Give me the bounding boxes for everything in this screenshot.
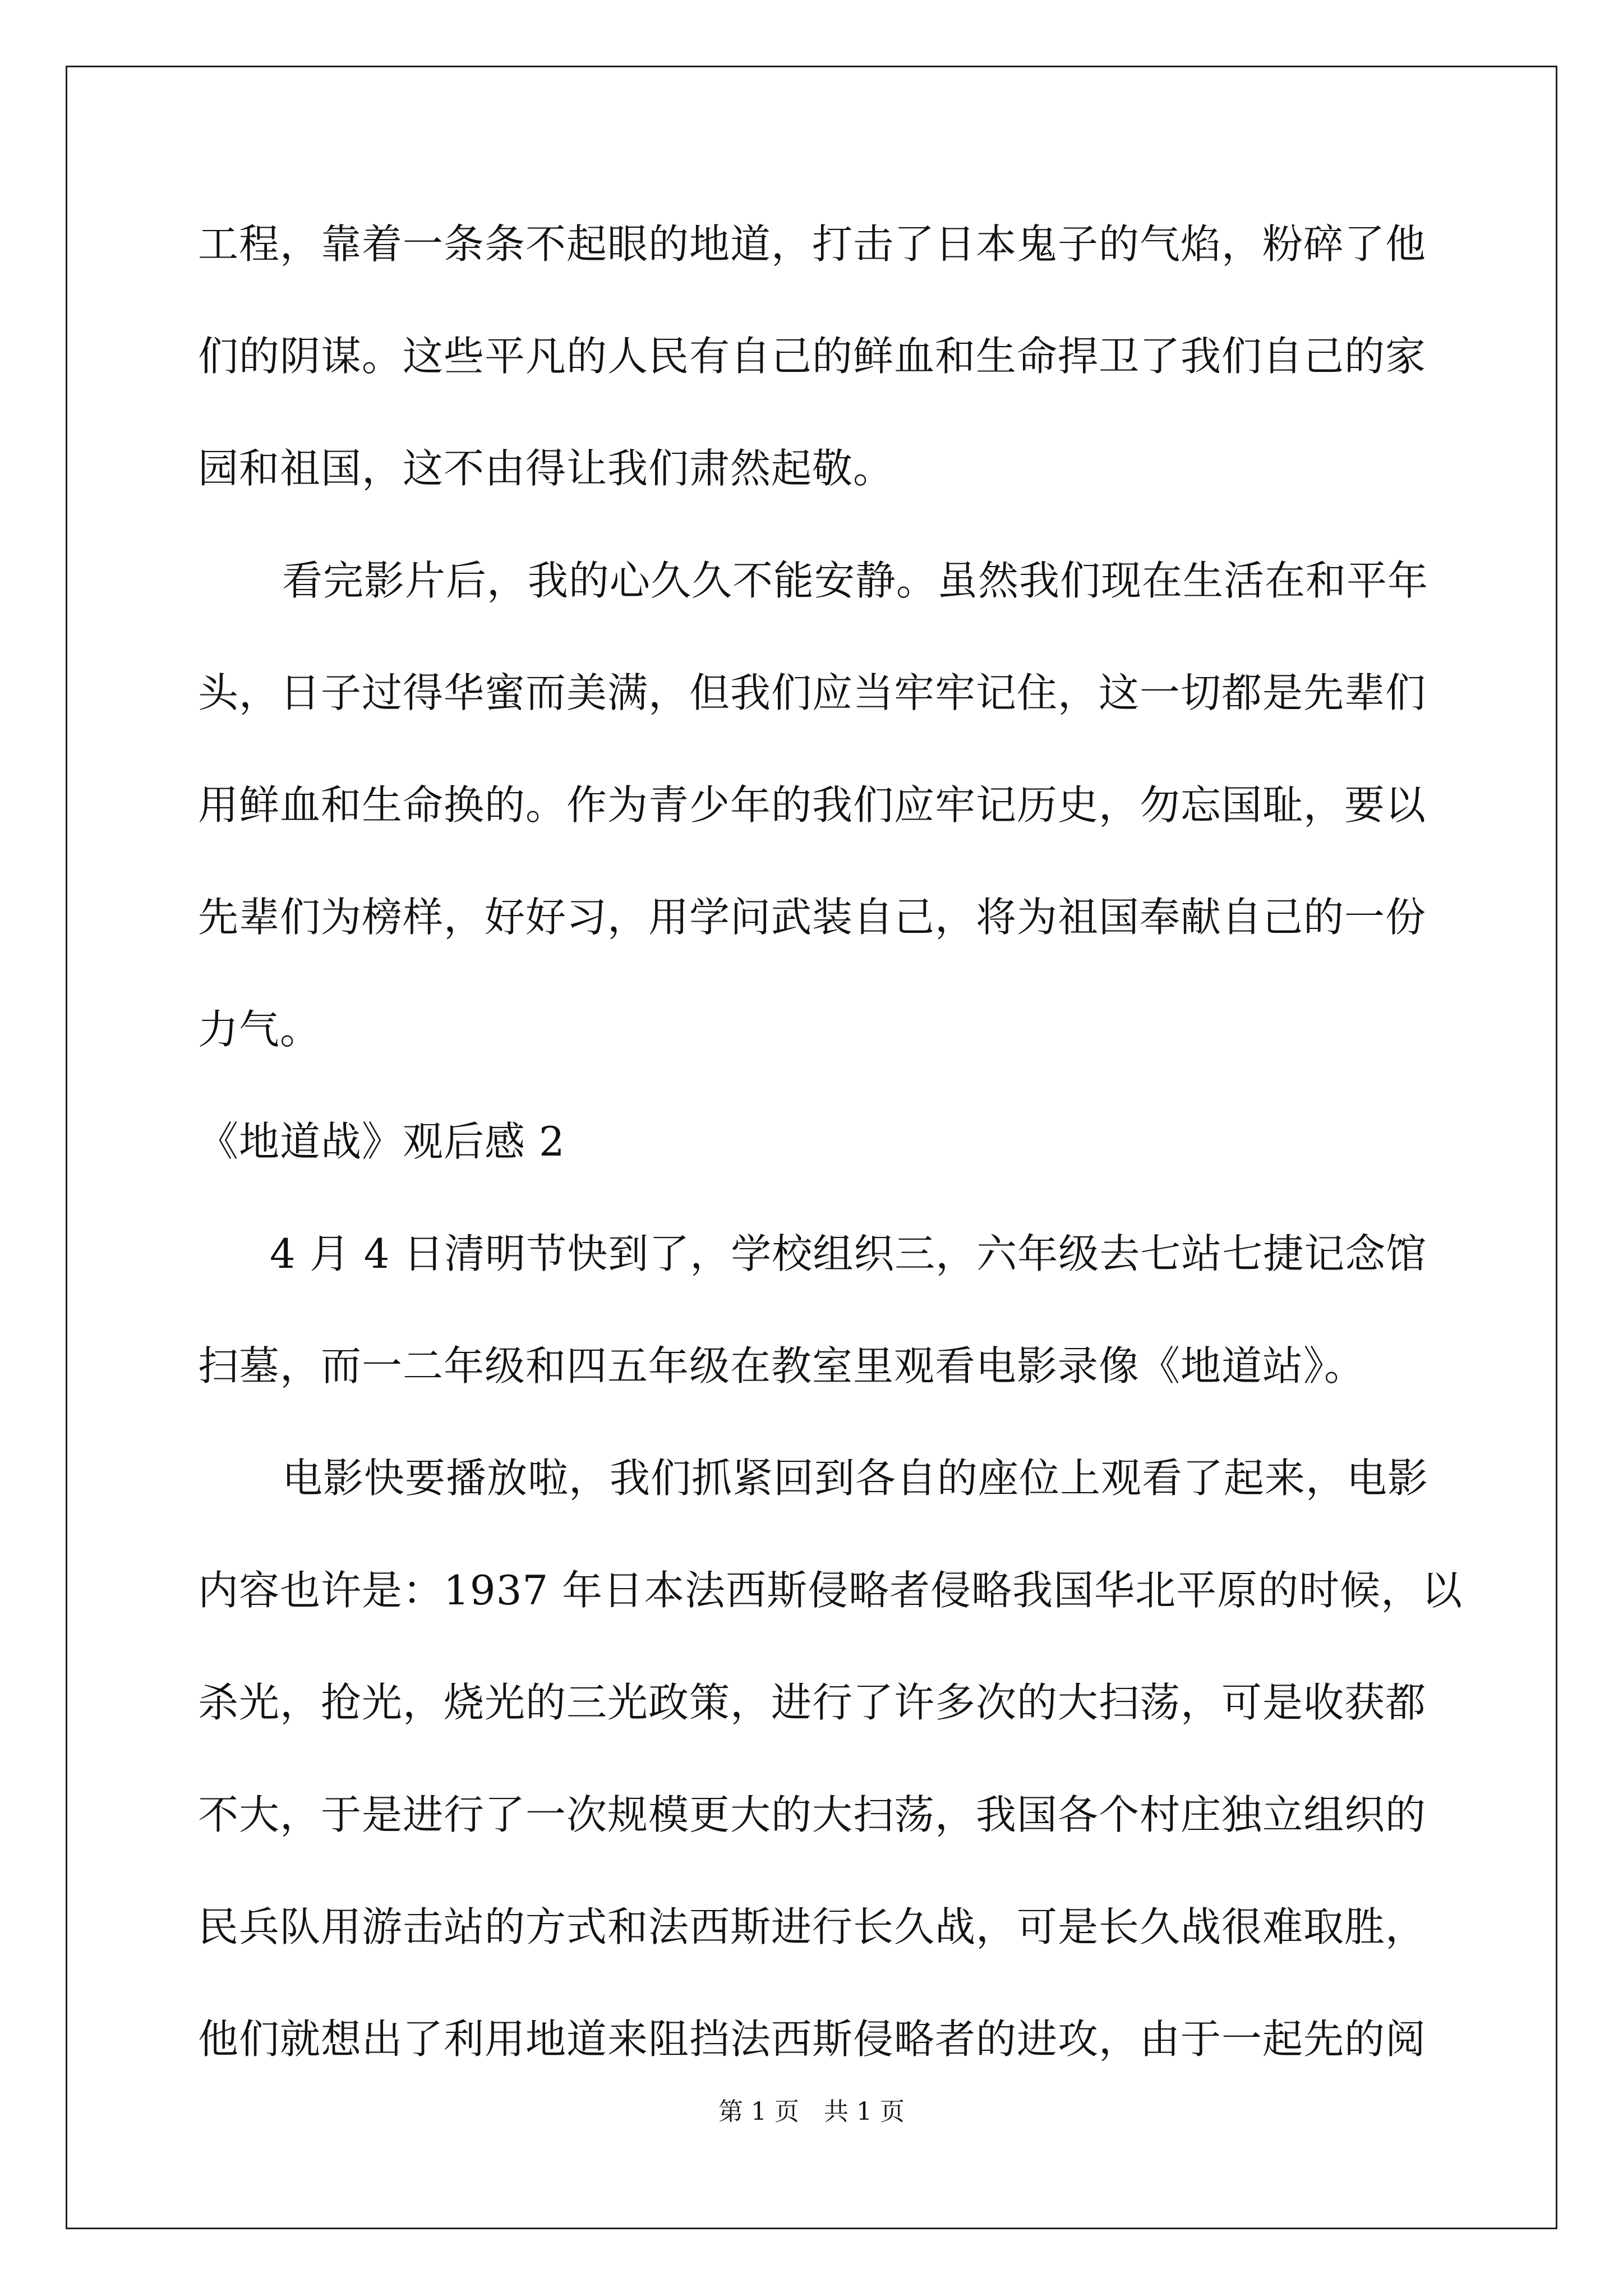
text-line: 杀光，抢光，烧光的三光政策，进行了许多次的大扫荡，可是收获都 xyxy=(198,1679,1427,1726)
text-line: 工程，靠着一条条不起眼的地道，打击了日本鬼子的气焰，粉碎了他 xyxy=(198,220,1427,268)
paragraph-first-line: 4 月 4 日清明节快到了，学校组织三，六年级去七站七捷记念馆 xyxy=(270,1230,1427,1277)
text-line: 他们就想出了利用地道来阻挡法西斯侵略者的进攻，由于一起先的阅 xyxy=(198,2016,1427,2063)
text-line: 力气。 xyxy=(198,1006,321,1053)
text-line: 园和祖国，这不由得让我们肃然起敬。 xyxy=(198,445,895,492)
text-line: 们的阴谋。这些平凡的人民有自己的鲜血和生命捍卫了我们自己的家 xyxy=(198,333,1427,380)
text-line: 不大，于是进行了一次规模更大的大扫荡，我国各个村庄独立组织的 xyxy=(198,1791,1427,1838)
text-line: 内容也许是：1937 年日本法西斯侵略者侵略我国华北平原的时候，以 xyxy=(198,1567,1463,1614)
text-line: 先辈们为榜样，好好习，用学问武装自己，将为祖国奉献自己的一份 xyxy=(198,894,1427,941)
text-line: 扫墓，而一二年级和四五年级在教室里观看电影录像《地道站》。 xyxy=(198,1342,1366,1389)
paragraph-first-line: 看完影片后，我的心久久不能安静。虽然我们现在生活在和平年 xyxy=(282,557,1429,604)
text-line: 头，日子过得华蜜而美满，但我们应当牢牢记住，这一切都是先辈们 xyxy=(198,669,1427,716)
section-heading: 《地道战》观后感 2 xyxy=(198,1118,565,1165)
text-line: 民兵队用游击站的方式和法西斯进行长久战，可是长久战很难取胜， xyxy=(198,1903,1427,1950)
page-footer: 第 1 页 共 1 页 xyxy=(718,2097,905,2126)
text-line: 用鲜血和生命换的。作为青少年的我们应牢记历史，勿忘国耻，要以 xyxy=(198,781,1427,829)
paragraph-first-line: 电影快要播放啦，我们抓紧回到各自的座位上观看了起来，电影 xyxy=(282,1455,1429,1502)
